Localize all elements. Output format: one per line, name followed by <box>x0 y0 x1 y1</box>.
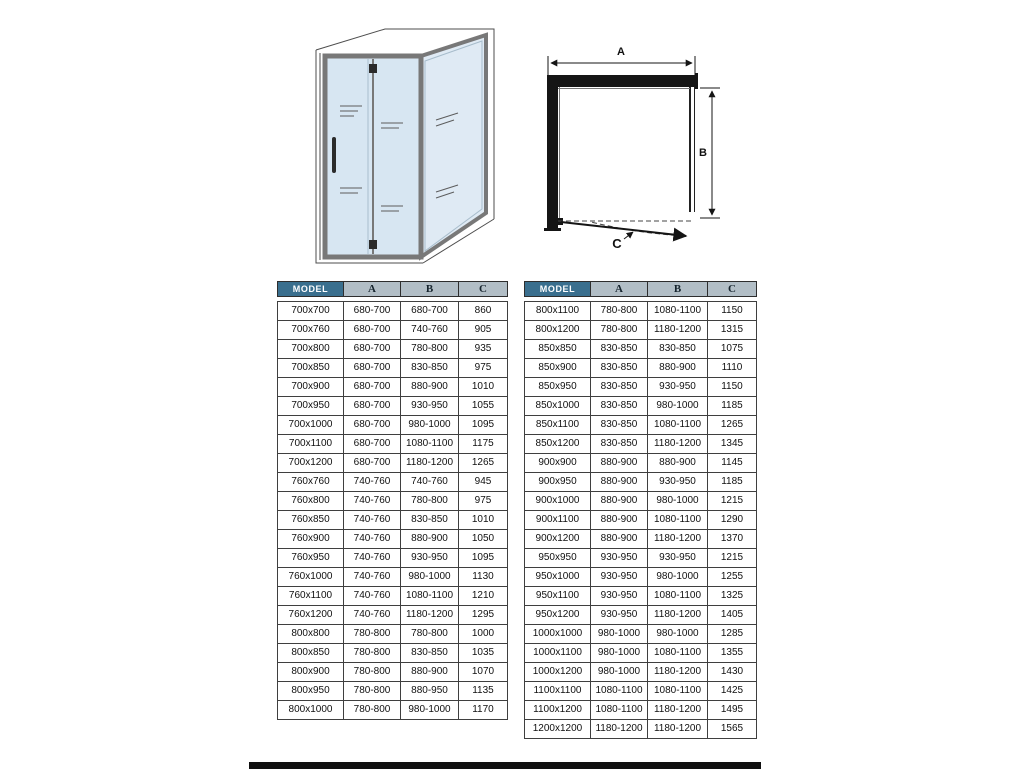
table-cell: 1000x1200 <box>525 663 591 682</box>
table-cell: 980-1000 <box>648 568 708 587</box>
table-cell: 1215 <box>708 492 757 511</box>
table-cell: 1145 <box>708 454 757 473</box>
table-cell: 740-760 <box>344 606 401 625</box>
table-cell: 930-950 <box>401 397 459 416</box>
table-cell: 1000x1100 <box>525 644 591 663</box>
table-cell: 930-950 <box>648 473 708 492</box>
table-cell: 760x950 <box>278 549 344 568</box>
table-cell: 880-900 <box>401 663 459 682</box>
table-cell: 975 <box>459 359 508 378</box>
table-cell: 1150 <box>708 302 757 321</box>
table-cell: 800x800 <box>278 625 344 644</box>
table-cell: 975 <box>459 492 508 511</box>
table-cell: 850x900 <box>525 359 591 378</box>
table-cell: 680-700 <box>344 321 401 340</box>
table-row <box>278 359 508 378</box>
table-cell: 1080-1100 <box>648 511 708 530</box>
table-cell: 1010 <box>459 511 508 530</box>
table-cell: 680-700 <box>344 397 401 416</box>
table-cell: 1425 <box>708 682 757 701</box>
table-cell: 1325 <box>708 587 757 606</box>
table-cell: 680-700 <box>344 302 401 321</box>
table-cell: 800x850 <box>278 644 344 663</box>
table-cell: 680-700 <box>344 435 401 454</box>
table-cell: 1315 <box>708 321 757 340</box>
table-cell: 930-950 <box>591 568 648 587</box>
table-cell: 1215 <box>708 549 757 568</box>
dim-c-label: C <box>612 236 622 251</box>
table-cell: 680-700 <box>344 454 401 473</box>
table-cell: 1075 <box>708 340 757 359</box>
dim-a <box>548 56 695 75</box>
walls-top-view <box>544 73 698 231</box>
table-cell: 1000 <box>459 625 508 644</box>
table-cell: 1170 <box>459 701 508 720</box>
door-handle <box>332 137 336 173</box>
table-cell: 1565 <box>708 720 757 739</box>
table-row <box>525 454 757 473</box>
table-cell: 800x1100 <box>525 302 591 321</box>
table-cell: 760x850 <box>278 511 344 530</box>
table-row <box>525 321 757 340</box>
table-cell: 1180-1200 <box>648 606 708 625</box>
table-cell: 740-760 <box>344 492 401 511</box>
hinge-bottom-icon <box>369 240 377 249</box>
table-cell: 830-850 <box>401 644 459 663</box>
table-cell: 1180-1200 <box>648 530 708 549</box>
table-cell: 800x1200 <box>525 321 591 340</box>
table-row <box>278 473 508 492</box>
table-cell: 780-800 <box>344 682 401 701</box>
table-cell: 930-950 <box>591 549 648 568</box>
table-cell: 680-700 <box>344 359 401 378</box>
table-cell: 950x1000 <box>525 568 591 587</box>
table-row <box>525 644 757 663</box>
table-cell: 700x1200 <box>278 454 344 473</box>
table-cell: 1405 <box>708 606 757 625</box>
table-row <box>278 435 508 454</box>
table-row <box>525 416 757 435</box>
column-header-model: MODEL <box>278 282 344 297</box>
table-cell: 830-850 <box>591 435 648 454</box>
table-cell: 905 <box>459 321 508 340</box>
table-cell: 680-700 <box>401 302 459 321</box>
table-row <box>525 340 757 359</box>
table-cell: 1095 <box>459 416 508 435</box>
table-cell: 1370 <box>708 530 757 549</box>
table-row <box>278 416 508 435</box>
table-cell: 830-850 <box>591 359 648 378</box>
table-row <box>278 682 508 701</box>
table-cell: 850x1200 <box>525 435 591 454</box>
table-cell: 760x1000 <box>278 568 344 587</box>
table-cell: 780-800 <box>344 663 401 682</box>
table-cell: 740-760 <box>344 549 401 568</box>
table-cell: 1080-1100 <box>648 644 708 663</box>
table-cell: 880-900 <box>401 378 459 397</box>
table-cell: 1130 <box>459 568 508 587</box>
table-row <box>278 663 508 682</box>
table-cell: 1285 <box>708 625 757 644</box>
table-cell: 1100x1200 <box>525 701 591 720</box>
table-row <box>278 378 508 397</box>
table-cell: 1035 <box>459 644 508 663</box>
column-header-model: MODEL <box>525 282 591 297</box>
table-cell: 1290 <box>708 511 757 530</box>
table-row <box>278 492 508 511</box>
table-row <box>278 587 508 606</box>
table-cell: 850x1000 <box>525 397 591 416</box>
table-cell: 980-1000 <box>648 397 708 416</box>
table-row <box>525 492 757 511</box>
table-cell: 780-800 <box>344 644 401 663</box>
table-cell: 1200x1200 <box>525 720 591 739</box>
table-cell: 1110 <box>708 359 757 378</box>
table-cell: 880-900 <box>591 492 648 511</box>
table-cell: 700x950 <box>278 397 344 416</box>
table-row <box>525 378 757 397</box>
table-cell: 980-1000 <box>648 625 708 644</box>
table-cell: 780-800 <box>401 340 459 359</box>
table-cell: 1180-1200 <box>648 720 708 739</box>
table-cell: 1180-1200 <box>648 701 708 720</box>
table-cell: 780-800 <box>591 302 648 321</box>
table-cell: 760x760 <box>278 473 344 492</box>
table-cell: 880-900 <box>648 454 708 473</box>
table-cell: 830-850 <box>591 397 648 416</box>
table-row <box>525 530 757 549</box>
table-cell: 880-900 <box>648 359 708 378</box>
table-cell: 1070 <box>459 663 508 682</box>
table-cell: 1295 <box>459 606 508 625</box>
table-row <box>278 511 508 530</box>
table-cell: 740-760 <box>344 511 401 530</box>
table-cell: 1135 <box>459 682 508 701</box>
table-cell: 740-760 <box>401 473 459 492</box>
table-cell: 740-760 <box>344 568 401 587</box>
table-cell: 1100x1100 <box>525 682 591 701</box>
table-cell: 900x1000 <box>525 492 591 511</box>
table-cell: 740-760 <box>344 587 401 606</box>
table-cell: 1255 <box>708 568 757 587</box>
table-row <box>278 568 508 587</box>
table-cell: 880-900 <box>591 530 648 549</box>
table-cell: 830-850 <box>648 340 708 359</box>
size-table-right-body <box>524 301 757 739</box>
table-row <box>278 321 508 340</box>
table-cell: 1150 <box>708 378 757 397</box>
table-cell: 900x1100 <box>525 511 591 530</box>
table-cell: 980-1000 <box>591 625 648 644</box>
table-cell: 1080-1100 <box>401 587 459 606</box>
dim-a-label: A <box>617 46 625 58</box>
table-row <box>525 663 757 682</box>
table-cell: 740-760 <box>344 473 401 492</box>
table-row <box>525 720 757 739</box>
table-row <box>525 701 757 720</box>
hinge-top-icon <box>369 64 377 73</box>
table-cell: 1180-1200 <box>648 435 708 454</box>
table-cell: 700x1000 <box>278 416 344 435</box>
table-cell: 800x950 <box>278 682 344 701</box>
table-cell: 760x1200 <box>278 606 344 625</box>
table-cell: 1430 <box>708 663 757 682</box>
table-cell: 1265 <box>459 454 508 473</box>
table-row <box>278 644 508 663</box>
table-cell: 980-1000 <box>591 644 648 663</box>
table-cell: 950x950 <box>525 549 591 568</box>
column-header-b: B <box>401 282 459 297</box>
table-cell: 850x950 <box>525 378 591 397</box>
table-cell: 930-950 <box>591 587 648 606</box>
table-cell: 1080-1100 <box>648 302 708 321</box>
table-cell: 930-950 <box>401 549 459 568</box>
table-row <box>278 625 508 644</box>
table-cell: 1180-1200 <box>401 454 459 473</box>
table-row <box>525 682 757 701</box>
table-cell: 680-700 <box>344 416 401 435</box>
size-table-left <box>277 281 507 720</box>
table-cell: 880-950 <box>401 682 459 701</box>
table-row <box>525 302 757 321</box>
table-row <box>525 473 757 492</box>
table-cell: 780-800 <box>344 625 401 644</box>
size-table-right-header <box>524 281 757 297</box>
size-table-right <box>524 281 756 739</box>
table-row <box>525 397 757 416</box>
table-row <box>525 549 757 568</box>
table-cell: 700x760 <box>278 321 344 340</box>
table-cell: 1080-1100 <box>648 682 708 701</box>
table-cell: 880-900 <box>591 454 648 473</box>
table-cell: 980-1000 <box>401 416 459 435</box>
table-cell: 1055 <box>459 397 508 416</box>
table-cell: 900x1200 <box>525 530 591 549</box>
table-cell: 935 <box>459 340 508 359</box>
table-cell: 780-800 <box>591 321 648 340</box>
table-cell: 1080-1100 <box>591 682 648 701</box>
table-cell: 1080-1100 <box>401 435 459 454</box>
table-cell: 1185 <box>708 397 757 416</box>
table-row <box>278 340 508 359</box>
table-cell: 1080-1100 <box>591 701 648 720</box>
table-cell: 700x850 <box>278 359 344 378</box>
table-cell: 1345 <box>708 435 757 454</box>
table-cell: 700x900 <box>278 378 344 397</box>
table-cell: 930-950 <box>648 378 708 397</box>
table-cell: 800x1000 <box>278 701 344 720</box>
column-header-c: C <box>708 282 757 297</box>
table-row <box>525 587 757 606</box>
table-cell: 740-760 <box>344 530 401 549</box>
table-row <box>525 359 757 378</box>
table-row <box>278 701 508 720</box>
table-cell: 1095 <box>459 549 508 568</box>
table-cell: 1180-1200 <box>401 606 459 625</box>
table-cell: 680-700 <box>344 340 401 359</box>
table-cell: 880-900 <box>591 473 648 492</box>
column-header-a: A <box>591 282 648 297</box>
table-cell: 830-850 <box>591 416 648 435</box>
table-cell: 930-950 <box>591 606 648 625</box>
table-cell: 1265 <box>708 416 757 435</box>
column-header-a: A <box>344 282 401 297</box>
table-cell: 1495 <box>708 701 757 720</box>
table-cell: 1080-1100 <box>648 416 708 435</box>
table-row <box>525 435 757 454</box>
glass-panels-top-view <box>558 87 695 220</box>
table-row <box>278 302 508 321</box>
table-cell: 1180-1200 <box>648 321 708 340</box>
dim-b-label: B <box>699 147 707 159</box>
table-cell: 900x900 <box>525 454 591 473</box>
table-cell: 950x1200 <box>525 606 591 625</box>
table-cell: 780-800 <box>401 492 459 511</box>
table-cell: 1180-1200 <box>591 720 648 739</box>
table-cell: 760x800 <box>278 492 344 511</box>
table-cell: 680-700 <box>344 378 401 397</box>
column-header-c: C <box>459 282 508 297</box>
table-cell: 830-850 <box>591 340 648 359</box>
table-row <box>278 454 508 473</box>
table-cell: 900x950 <box>525 473 591 492</box>
table-cell: 950x1100 <box>525 587 591 606</box>
table-cell: 780-800 <box>344 701 401 720</box>
table-cell: 850x850 <box>525 340 591 359</box>
shower-enclosure-3d-diagram <box>248 20 504 270</box>
table-row <box>278 606 508 625</box>
table-row <box>525 511 757 530</box>
table-cell: 780-800 <box>401 625 459 644</box>
table-cell: 1180-1200 <box>648 663 708 682</box>
table-row <box>278 530 508 549</box>
table-row <box>278 397 508 416</box>
top-view-dimension-diagram <box>536 40 751 258</box>
door-swing <box>554 218 694 239</box>
table-cell: 830-850 <box>591 378 648 397</box>
column-header-b: B <box>648 282 708 297</box>
side-glass-panel <box>421 35 486 257</box>
page-bottom-rule <box>249 762 761 769</box>
table-cell: 700x800 <box>278 340 344 359</box>
table-cell: 1050 <box>459 530 508 549</box>
table-cell: 1355 <box>708 644 757 663</box>
table-cell: 1185 <box>708 473 757 492</box>
table-row <box>278 549 508 568</box>
size-table-left-header <box>277 281 508 297</box>
table-cell: 880-900 <box>591 511 648 530</box>
table-row <box>525 568 757 587</box>
table-cell: 1010 <box>459 378 508 397</box>
table-cell: 700x700 <box>278 302 344 321</box>
table-cell: 980-1000 <box>401 568 459 587</box>
table-cell: 1175 <box>459 435 508 454</box>
table-cell: 980-1000 <box>591 663 648 682</box>
table-cell: 740-760 <box>401 321 459 340</box>
table-cell: 850x1100 <box>525 416 591 435</box>
table-cell: 1000x1000 <box>525 625 591 644</box>
table-cell: 1080-1100 <box>648 587 708 606</box>
table-cell: 760x1100 <box>278 587 344 606</box>
table-cell: 800x900 <box>278 663 344 682</box>
table-row <box>525 625 757 644</box>
table-row <box>525 606 757 625</box>
table-cell: 880-900 <box>401 530 459 549</box>
front-door-frame <box>325 56 421 257</box>
table-cell: 700x1100 <box>278 435 344 454</box>
table-cell: 860 <box>459 302 508 321</box>
table-cell: 930-950 <box>648 549 708 568</box>
table-cell: 1210 <box>459 587 508 606</box>
table-cell: 830-850 <box>401 511 459 530</box>
table-cell: 980-1000 <box>648 492 708 511</box>
size-table-left-body <box>277 301 508 720</box>
table-cell: 945 <box>459 473 508 492</box>
table-cell: 760x900 <box>278 530 344 549</box>
table-cell: 830-850 <box>401 359 459 378</box>
table-cell: 980-1000 <box>401 701 459 720</box>
